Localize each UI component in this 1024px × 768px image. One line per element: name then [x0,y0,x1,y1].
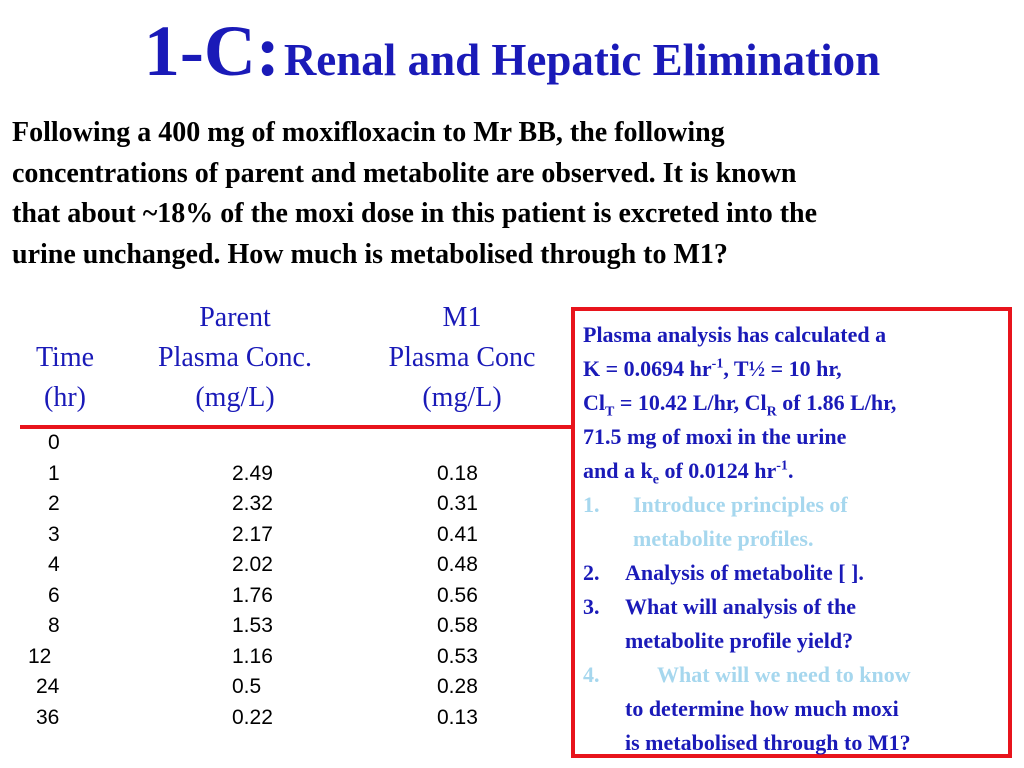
time-cell: 36 [36,705,60,729]
m1-conc-cell: 0.53 [437,644,478,668]
parent-conc-cell: 0.5 [232,675,262,698]
m1-conc-cell: 0.56 [437,583,478,607]
time-cell: 1 [48,461,60,485]
intro-line: urine unchanged. How much is metabolised through to M1? [12,238,728,270]
time-header-unit: (hr) [44,382,86,413]
step-text: What will we need to know [657,662,911,687]
m1-conc-cell: 0.18 [437,461,478,485]
step-text: metabolite profile yield? [625,628,854,653]
step-text: to determine how much moxi [625,696,899,721]
parent-conc-cell: 1.53 [232,614,273,637]
info-line-urine: 71.5 mg of moxi in the urine [583,424,847,449]
time-header [25,338,105,418]
m1-header-line: Plasma Conc [388,342,536,373]
step-text: is metabolised through to M1? [625,730,911,755]
m1-header-unit: (mg/L) [422,382,502,413]
parent-header-line: Parent [199,302,271,333]
info-line: Plasma analysis has calculated a [583,322,887,347]
title-number: 1-C: [143,11,280,91]
time-cell: 12 [28,644,52,668]
time-header-line: Time [35,342,95,373]
parent-conc-cell: 0.22 [232,705,273,729]
m1-conc-cell: 0.48 [437,553,478,576]
parent-conc-cell: 1.76 [232,583,273,607]
step-2 [583,556,1008,590]
slide-title [0,10,1024,93]
parent-conc-cell: 2.02 [232,553,273,576]
info-line-clearance: $Cl_T = 10.42$ L/hr, $Cl_R$ of 1.86 L/hr, [583,390,897,420]
title-text: Renal and Hepatic Elimination [283,35,881,85]
intro-paragraph [12,113,1012,275]
parent-conc-cell: 1.16 [232,644,273,668]
m1-conc-cell: 0.41 [437,522,478,546]
info-line-ke: and a $k_e$ of 0.0124 $hr^{-1}$. [583,458,794,488]
step-text: Analysis of metabolite [ ]. [625,560,864,585]
m1-header [362,298,562,418]
parent-header-line: Plasma Conc. [158,342,312,373]
time-cell: 4 [48,553,60,576]
step-number: 3. [583,594,600,619]
m1-conc-cell: 0.31 [437,492,478,515]
step-number: 1. [583,492,600,517]
time-cell: 8 [48,614,60,637]
step-number: 2. [583,560,600,585]
parent-conc-cell: 2.49 [232,461,273,485]
m1-conc-cell: 0.58 [437,614,478,637]
info-box [583,318,1008,760]
time-cell: 0 [48,431,60,454]
step-4 [583,658,1008,760]
parent-conc-cell: 2.17 [232,522,273,546]
parent-conc-cell: 2.32 [232,492,273,515]
parent-header [130,298,340,418]
time-cell: 6 [48,583,60,607]
intro-line: concentrations of parent and metabolite are observed. It is known [12,157,797,189]
time-cell: 24 [36,675,60,698]
step-number: 4. [583,662,600,687]
parent-header-unit: (mg/L) [195,382,275,413]
step-1 [583,488,1008,556]
step-3 [583,590,1008,658]
m1-conc-cell: 0.28 [437,675,478,698]
step-text: What will analysis of the [625,594,857,619]
header-divider [20,425,572,429]
time-cell: 3 [48,522,60,546]
step-text: Introduce principles of [633,492,848,517]
m1-conc-cell: 0.13 [437,705,478,729]
intro-line: Following a 400 mg of moxifloxacin to Mr BB, the following [12,117,725,148]
time-cell: 2 [48,492,60,515]
m1-header-line: M1 [442,302,482,333]
intro-line: that about ~18% of the moxi dose in this patient is excreted into the [12,198,818,229]
info-line-k: K = 0.0694 $hr^{-1}$, T½ = 10 hr, [583,356,842,381]
step-text: metabolite profiles. [633,526,814,551]
